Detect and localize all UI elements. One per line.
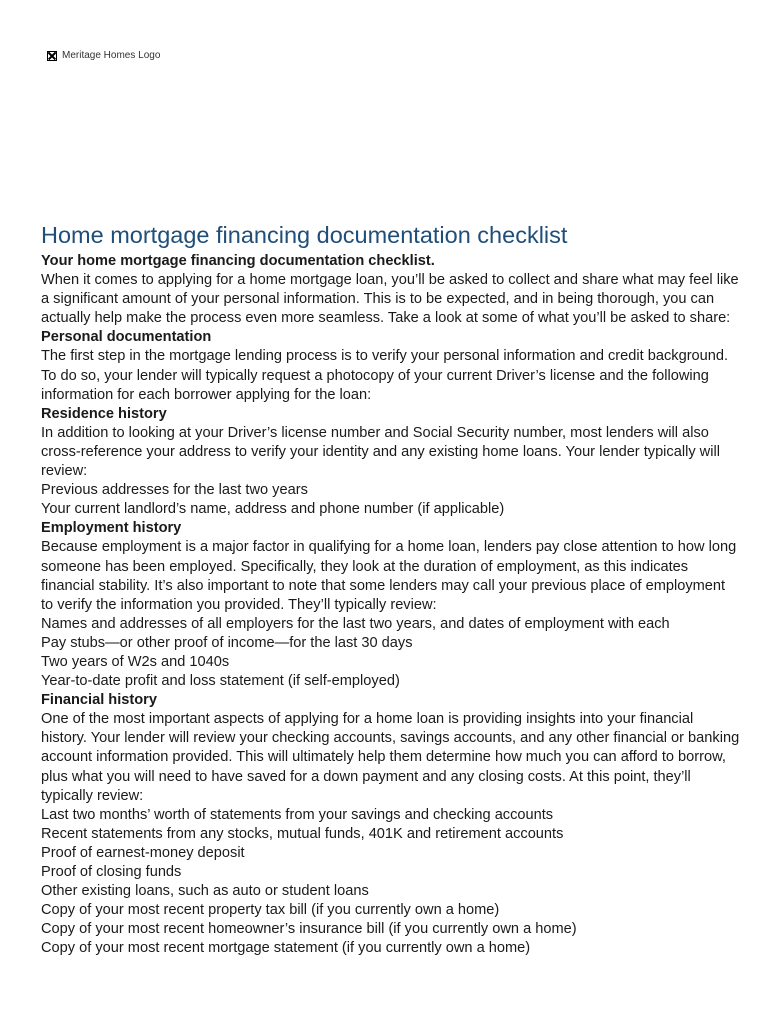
list-item: Proof of earnest-money deposit [41, 844, 245, 861]
broken-image-icon [47, 51, 57, 61]
list-item: Copy of your most recent property tax bill (if you currently own a home) [41, 902, 500, 919]
list-item: Copy of your most recent homeowner’s insurance bill (if you currently own a home) [41, 921, 577, 938]
section-body-personal: The first step in the mortgage lending process is to verify your personal information and credit background. To do so, your lender will typically request a photocopy of your current Driver’s license and the following information for each borrower applying for the loan: [41, 348, 729, 403]
list-item: Pay stubs—or other proof of income—for the last 30 days [41, 634, 413, 651]
section-heading-employment: Employment history [41, 520, 182, 537]
company-logo [47, 50, 160, 61]
list-item: Names and addresses of all employers for the last two years, and dates of employment with each [41, 615, 670, 632]
section-body-residence: In addition to looking at your Driver’s license number and Social Security number, most lenders will also cross-reference your address to verify your identity and any existing home loans. Your lender typically will review: [41, 424, 720, 480]
list-item: Last two months’ worth of statements from your savings and checking accounts [41, 806, 554, 823]
list-item: Previous addresses for the last two years [41, 482, 308, 499]
list-item: Copy of your most recent mortgage statement (if you currently own a home) [41, 940, 531, 957]
section-heading-residence: Residence history [41, 405, 167, 422]
list-item: Year-to-date profit and loss statement (if self-employed) [41, 673, 400, 690]
subtitle: Your home mortgage financing documentation checklist. [41, 253, 435, 269]
list-item: Other existing loans, such as auto or student loans [41, 883, 369, 900]
list-item: Your current landlord’s name, address and phone number (if applicable) [41, 501, 505, 518]
section-body-employment: Because employment is a major factor in qualifying for a home loan, lenders pay close attention to how long someone has been employed. Specifically, they look at the duration of employment, as this indicates financial stability. It’s also important to note that some lenders may call your previous place of employment to verify the information you provided. They’ll typically review: [41, 539, 737, 613]
section-body-financial: One of the most important aspects of applying for a home loan is providing insights into your financial history. Your lender will review your checking accounts, savings accounts, and any other financial or banking account information provided. This will ultimately help them determine how much you can afford to borrow, plus what you will need to have saved for a down payment and any closing costs. At this point, they’ll typically review: [41, 711, 740, 804]
section-heading-financial: Financial history [41, 692, 157, 709]
list-item: Proof of closing funds [41, 864, 182, 880]
list-item: Two years of W2s and 1040s [41, 653, 230, 670]
list-item: Recent statements from any stocks, mutual funds, 401K and retirement accounts [41, 825, 564, 842]
page-title: Home mortgage financing documentation checklist [41, 222, 568, 248]
intro-paragraph: When it comes to applying for a home mortgage loan, you’ll be asked to collect and share what may feel like a significant amount of your personal information. This is to be expected, and in being thorough, you can actually help make the process even more seamless. Take a look at some of what you’ll be asked to share: [41, 272, 739, 327]
logo-alt-text: Meritage Homes Logo [62, 50, 161, 61]
document-body [41, 220, 741, 958]
section-heading-personal: Personal documentation [41, 329, 212, 346]
